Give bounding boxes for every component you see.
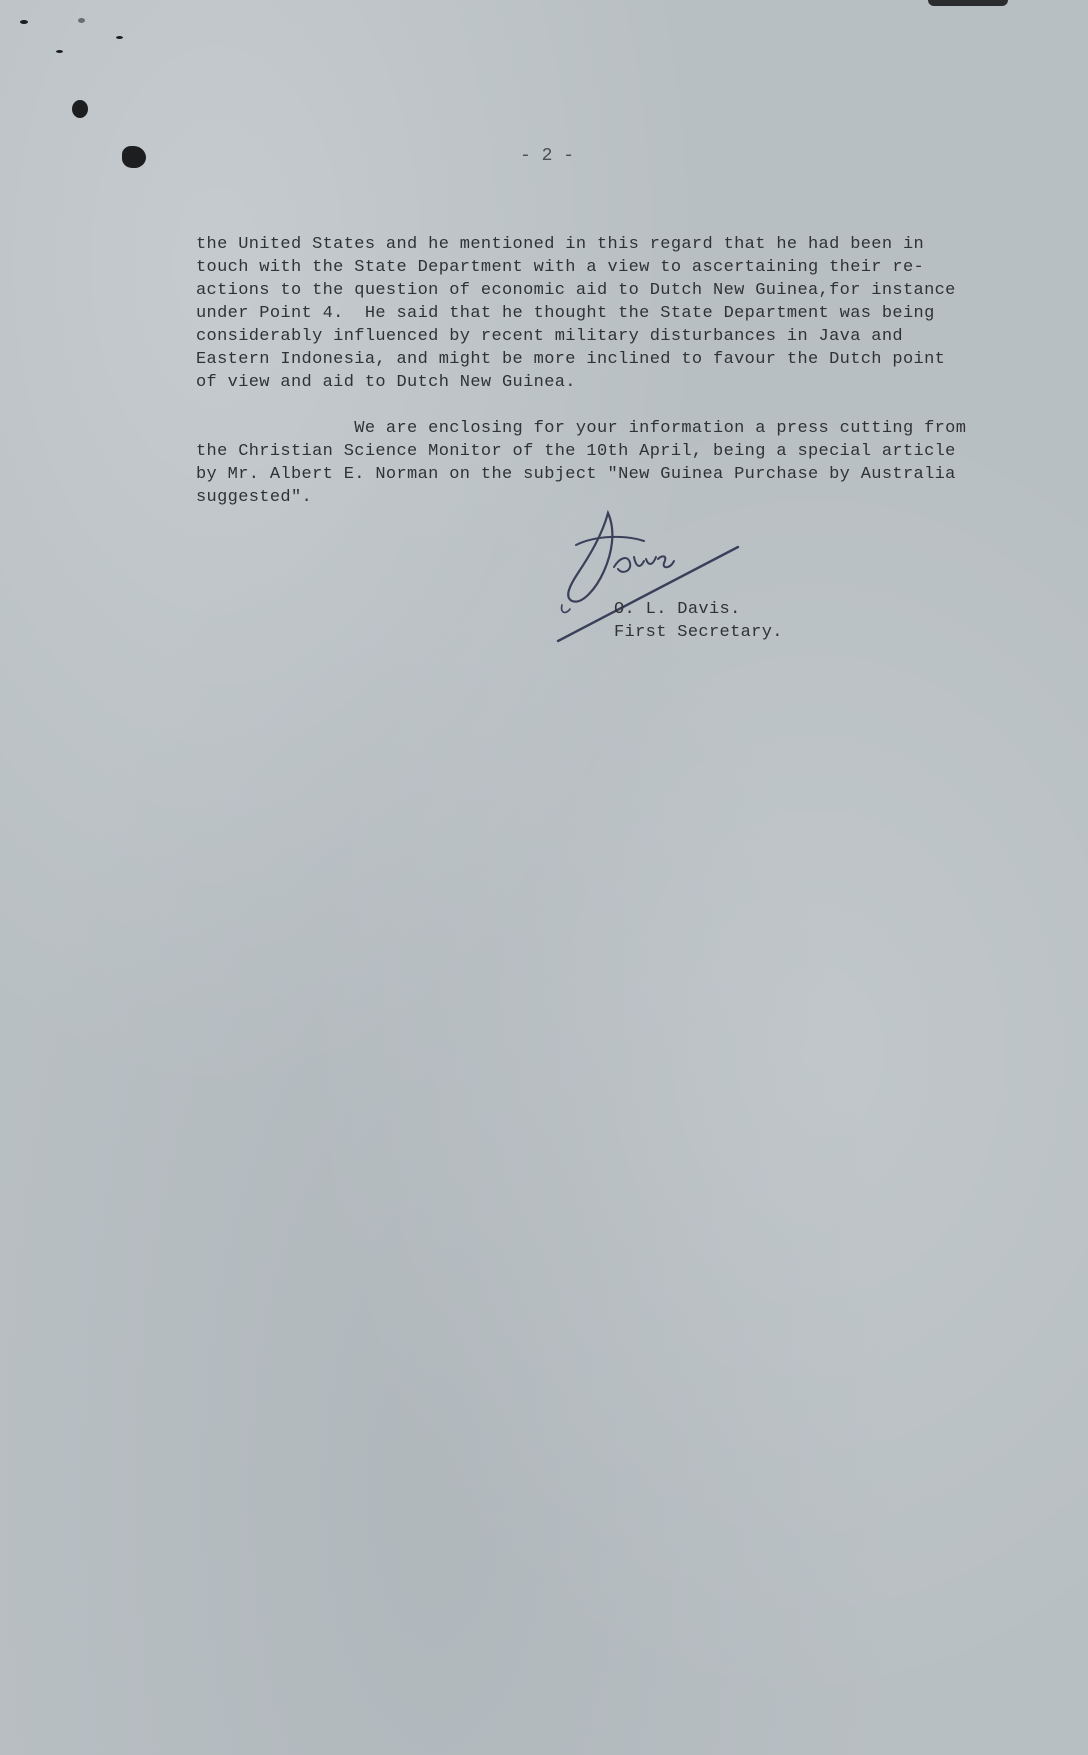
signatory-title: First Secretary. [614, 623, 783, 642]
hole-mark [72, 100, 88, 118]
text-line: the United States and he mentioned in this regard that he had been in [196, 235, 925, 254]
text-line: Eastern Indonesia, and might be more inclined to favour the Dutch point [196, 350, 946, 369]
hole-mark [122, 146, 146, 168]
text-line: of view and aid to Dutch New Guinea. [196, 373, 576, 392]
speck-mark [56, 50, 63, 53]
text-line: We are enclosing for your information a press cutting from [196, 419, 967, 438]
text-line: by Mr. Albert E. Norman on the subject "New Guinea Purchase by Australia [196, 465, 956, 484]
signatory-name: O. L. Davis. [614, 600, 741, 619]
speck-mark [116, 36, 123, 39]
text-line: under Point 4. He said that he thought the State Department was being [196, 304, 935, 323]
text-line: considerably influenced by recent military disturbances in Java and [196, 327, 903, 346]
page-edge-mark [928, 0, 1008, 6]
speck-mark [20, 20, 28, 24]
text-line: touch with the State Department with a view to ascertaining their re- [196, 258, 925, 277]
body-paragraph-1 [196, 233, 956, 394]
speck-mark [78, 18, 85, 23]
text-line: suggested". [196, 488, 313, 507]
body-paragraph-2 [196, 417, 966, 509]
text-line: the Christian Science Monitor of the 10th April, being a special article [196, 442, 956, 461]
text-line: actions to the question of economic aid to Dutch New Guinea,for instance [196, 281, 956, 300]
page-number: - 2 - [520, 146, 575, 166]
